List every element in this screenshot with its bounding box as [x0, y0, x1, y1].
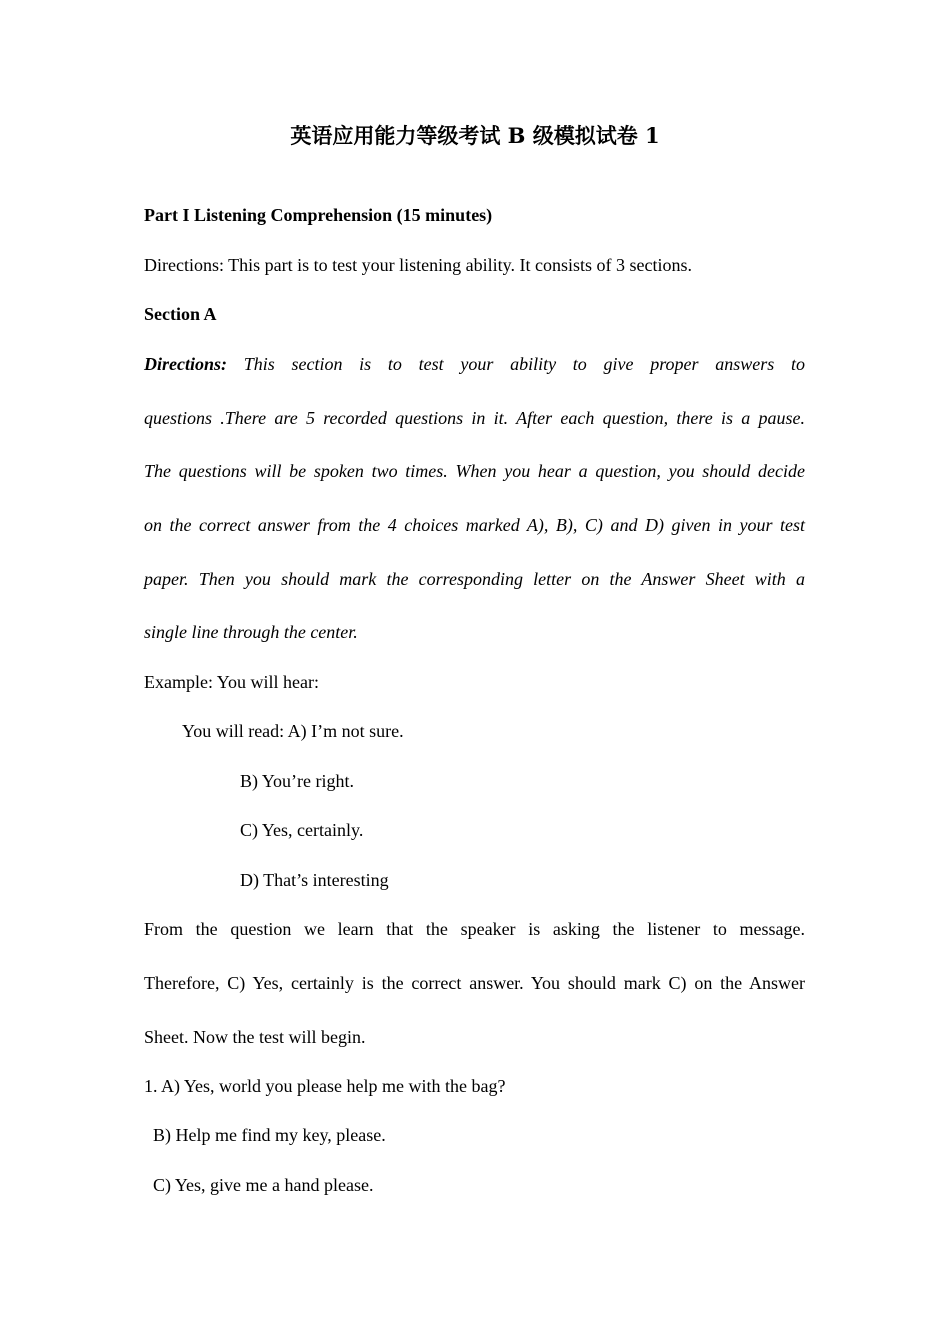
- section-directions-line-2: questions .There are 5 recorded questions in it. After each question, there is a pause.: [144, 408, 805, 428]
- part-heading: Part I Listening Comprehension (15 minutes): [144, 205, 493, 225]
- directions-label: Directions:: [144, 354, 227, 374]
- explanation-line-1: From the question we learn that the speaker is asking the listener to message.: [144, 919, 805, 939]
- example-option-a: You will read: A) I’m not sure.: [182, 721, 404, 741]
- explanation-line-2: Therefore, C) Yes, certainly is the correct answer. You should mark C) on the Answer: [144, 973, 805, 993]
- example-option-b: B) You’re right.: [240, 771, 355, 791]
- section-heading: Section A: [144, 304, 217, 324]
- section-directions-line-1: Directions: This section is to test your ability to give proper answers to: [144, 354, 805, 374]
- explanation-line-3: Sheet. Now the test will begin.: [144, 1027, 366, 1047]
- page-title: 英语应用能力等级考试 B 级模拟试卷 1: [290, 123, 660, 148]
- example-option-d: D) That’s interesting: [240, 870, 389, 890]
- part-directions: Directions: This part is to test your listening ability. It consists of 3 sections.: [144, 255, 692, 275]
- section-directions-line-6: single line through the center.: [144, 622, 358, 642]
- question-1-option-a: 1. A) Yes, world you please help me with the bag?: [144, 1076, 506, 1096]
- question-1-option-c: C) Yes, give me a hand please.: [153, 1175, 374, 1195]
- example-option-c: C) Yes, certainly.: [240, 820, 364, 840]
- section-directions-line-5: paper. Then you should mark the corresponding letter on the Answer Sheet with a: [144, 569, 805, 589]
- section-directions-line-4: on the correct answer from the 4 choices marked A), B), C) and D) given in your test: [144, 515, 805, 535]
- example-hear: Example: You will hear:: [144, 672, 319, 692]
- question-1-option-b: B) Help me find my key, please.: [153, 1125, 386, 1145]
- section-directions-line-3: The questions will be spoken two times. When you hear a question, you should decide: [144, 461, 805, 481]
